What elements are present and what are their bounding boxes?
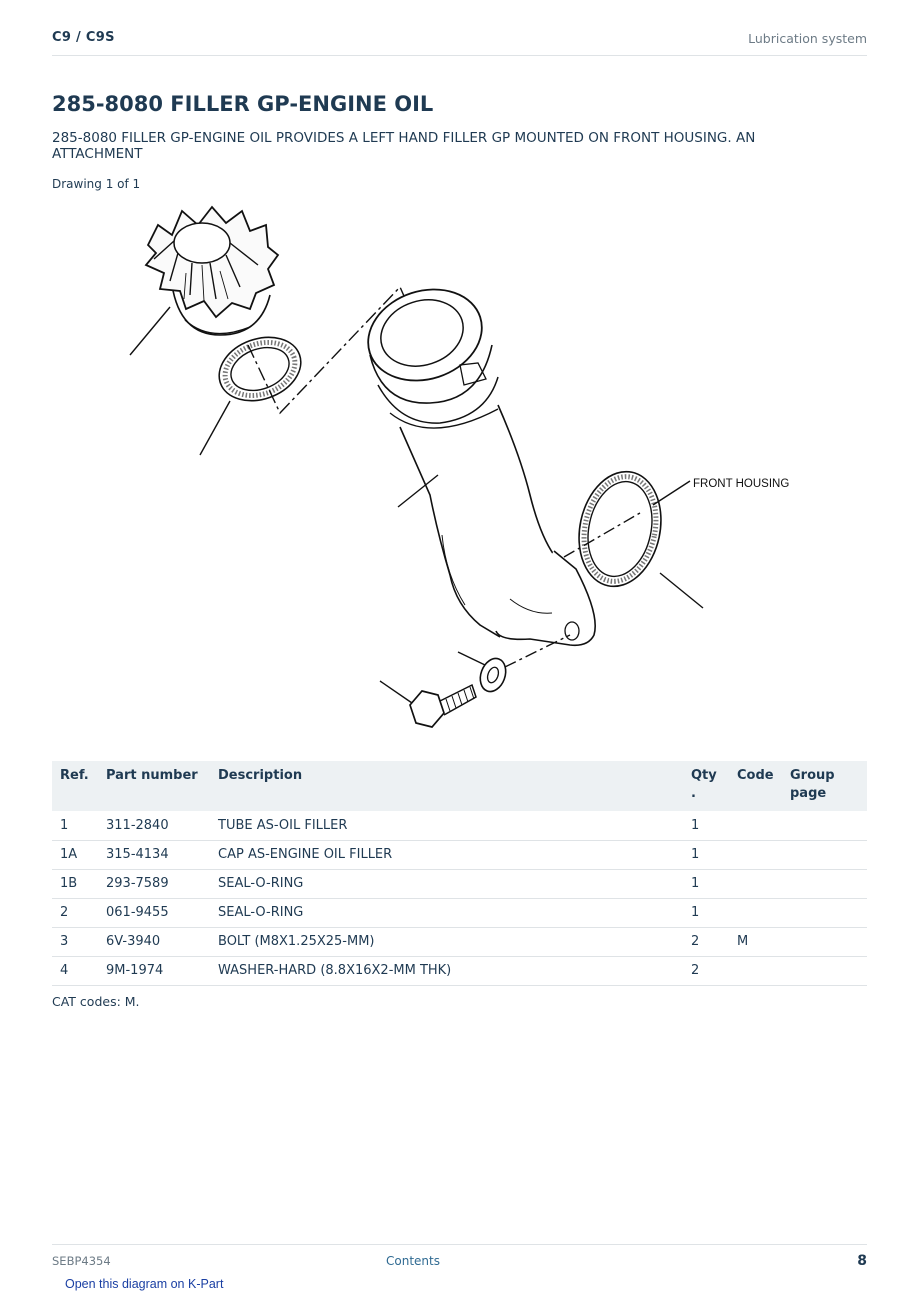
cell-part-number: 293-7589 [98, 869, 210, 898]
cell-description: BOLT (M8X1.25X25-MM) [210, 927, 683, 956]
page-header [52, 28, 867, 56]
table-row [52, 869, 867, 898]
cell-qty: 1 [683, 811, 729, 840]
header-ref: Ref. [52, 761, 98, 811]
table-row [52, 898, 867, 927]
o-ring-housing-part [569, 464, 671, 594]
cell-group-page [782, 840, 867, 869]
table-row [52, 840, 867, 869]
table-row [52, 927, 867, 956]
cell-ref: 1A [52, 840, 98, 869]
cell-code [729, 811, 782, 840]
parts-table [52, 761, 867, 986]
front-housing-callout: FRONT HOUSING [693, 478, 790, 490]
cell-qty: 2 [683, 927, 729, 956]
cell-ref: 2 [52, 898, 98, 927]
cell-code [729, 898, 782, 927]
cell-code [729, 840, 782, 869]
cell-qty: 1 [683, 898, 729, 927]
cell-ref: 1B [52, 869, 98, 898]
model-label: C9 / C9S [52, 30, 115, 45]
bolt-part [410, 685, 476, 727]
kpart-diagram-link[interactable]: Open this diagram on K-Part [65, 1277, 224, 1291]
header-qty [683, 761, 729, 811]
cell-group-page [782, 956, 867, 985]
table-header-row [52, 761, 867, 811]
cell-code: M [729, 927, 782, 956]
cell-qty: 1 [683, 840, 729, 869]
cell-part-number: 315-4134 [98, 840, 210, 869]
filler-tube-part [356, 275, 595, 645]
cell-part-number: 311-2840 [98, 811, 210, 840]
washer-part [476, 655, 510, 695]
cell-part-number: 061-9455 [98, 898, 210, 927]
cell-description: TUBE AS-OIL FILLER [210, 811, 683, 840]
header-qty-label: Qty . [691, 768, 717, 801]
table-row [52, 811, 867, 840]
section-label: Lubrication system [748, 31, 867, 46]
header-code: Code [729, 761, 782, 811]
cell-description: SEAL-O-RING [210, 898, 683, 927]
cell-part-number: 9M-1974 [98, 956, 210, 985]
filler-cap-part [146, 207, 278, 335]
header-part-number: Part number [98, 761, 210, 811]
contents-link[interactable]: Contents [386, 1254, 440, 1268]
drawing-caption: Drawing 1 of 1 [52, 177, 141, 191]
table-row [52, 956, 867, 985]
cell-qty: 2 [683, 956, 729, 985]
document-number: SEBP4354 [52, 1254, 111, 1268]
exploded-parts-diagram [100, 195, 820, 750]
page-title: 285-8080 FILLER GP-ENGINE OIL [52, 92, 434, 116]
cell-code [729, 869, 782, 898]
page-footer [52, 1244, 867, 1274]
cell-ref: 4 [52, 956, 98, 985]
header-group-page: Group page [782, 761, 867, 811]
cell-qty: 1 [683, 869, 729, 898]
cell-group-page [782, 869, 867, 898]
cell-description: WASHER-HARD (8.8X16X2-MM THK) [210, 956, 683, 985]
cell-group-page [782, 898, 867, 927]
cell-code [729, 956, 782, 985]
cell-description: SEAL-O-RING [210, 869, 683, 898]
cell-group-page [782, 811, 867, 840]
group-description: 285-8080 FILLER GP-ENGINE OIL PROVIDES A LEFT HAND FILLER GP MOUNTED ON FRONT HOUSING. AN ATTACHMENT [52, 130, 756, 162]
page-number: 8 [857, 1253, 867, 1269]
cell-ref: 3 [52, 927, 98, 956]
cell-part-number: 6V-3940 [98, 927, 210, 956]
header-description: Description [210, 761, 683, 811]
cell-ref: 1 [52, 811, 98, 840]
cell-group-page [782, 927, 867, 956]
cell-description: CAP AS-ENGINE OIL FILLER [210, 840, 683, 869]
cat-codes-note: CAT codes: M. [52, 994, 140, 1009]
